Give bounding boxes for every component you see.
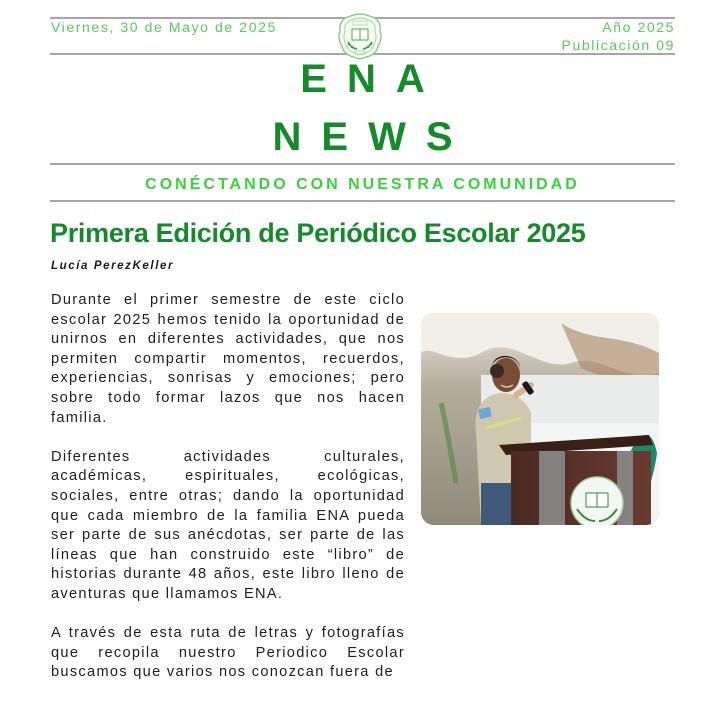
article-body — [51, 291, 405, 702]
article-photo — [421, 313, 659, 525]
issue-date: Viernes, 30 de Mayo de 2025 — [51, 19, 277, 35]
article-author: Lucía PerezKeller — [51, 260, 175, 272]
article-paragraph: Durante el primer semestre de este ciclo escolar 2025 hemos tenido la oportunidad de unirnos en diferentes actividades, que nos permiten compartir momentos, recuerdos, experiencias, sonrisas y emociones; pero sobre todo formar lazos que nos hacen familia. — [51, 292, 405, 426]
article-paragraph: A través de esta ruta de letras y fotografías que recopila nuestro Periodico Escolar buscamos que varios nos conozcan fuera de — [51, 625, 405, 681]
tagline: CONÉCTANDO CON NUESTRA COMUNIDAD — [145, 176, 580, 193]
issue-number: Publicación 09 — [561, 37, 675, 53]
school-crest-icon — [337, 12, 383, 60]
tagline-bottom-rule — [50, 200, 675, 202]
issue-year: Año 2025 — [602, 19, 675, 35]
article-headline: Primera Edición de Periódico Escolar 2025 — [50, 218, 586, 248]
article-paragraph: Diferentes actividades culturales, académicas, espirituales, ecológicas, sociales, entre otras; dando la oportunidad que cada miembro de la familia ENA pueda ser parte de sus anécdotas, ser parte de las líneas que han construido este “libro” de historias durante 48 años, este libro lleno de aventuras que llamamos ENA. — [51, 448, 405, 602]
newsletter-title-line2: NEWS — [272, 115, 473, 159]
newsletter-title-line1: ENA — [300, 57, 445, 101]
photo-speaker-podium-icon — [421, 313, 659, 525]
tagline-top-rule — [50, 163, 675, 165]
